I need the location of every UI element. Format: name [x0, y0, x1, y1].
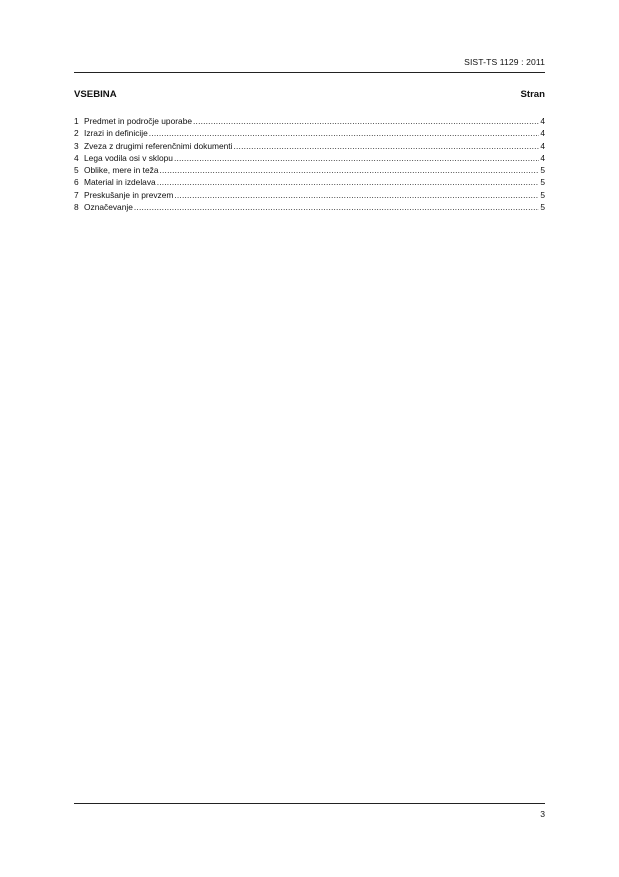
toc-dot-leader [174, 152, 539, 164]
toc-item-page: 5 [540, 165, 545, 176]
toc-item-page: 4 [540, 152, 545, 163]
toc-item[interactable] [74, 164, 545, 176]
toc-item-number: 6 [74, 177, 79, 188]
toc-item-number: 4 [74, 152, 79, 163]
toc-item-number: 7 [74, 189, 79, 200]
toc-item-title: Preskušanje in prevzem [84, 189, 174, 200]
toc-item[interactable] [74, 152, 545, 164]
toc-dot-leader [134, 201, 539, 213]
toc-dot-leader [174, 189, 539, 201]
toc-item[interactable] [74, 127, 545, 139]
toc-item-title: Predmet in področje uporabe [84, 116, 193, 126]
footer-rule [74, 803, 545, 804]
toc-item-page: 4 [540, 116, 545, 126]
toc-heading-row [74, 89, 545, 103]
toc-item-title: Oblike, mere in teža [84, 165, 159, 176]
toc-item-page: 4 [540, 128, 545, 139]
toc-item-page: 5 [540, 189, 545, 200]
header-rule [74, 72, 545, 73]
toc-item[interactable] [74, 140, 545, 152]
toc-item-title: Izrazi in definicije [84, 128, 148, 139]
toc-item-page: 4 [540, 140, 545, 151]
toc-item-number: 1 [74, 116, 79, 126]
toc-item-title: Zveza z drugimi referenčnimi dokumenti [84, 140, 233, 151]
footer-page-number: 3 [540, 809, 545, 819]
toc-item[interactable] [74, 189, 545, 201]
toc-dot-leader [157, 176, 540, 188]
toc-item-title: Lega vodila osi v sklopu [84, 152, 173, 163]
toc-item-number: 2 [74, 128, 79, 139]
toc-dot-leader [193, 115, 539, 127]
toc-page-column-label: Stran [520, 89, 545, 100]
document-code: SIST-TS 1129 : 2011 [464, 57, 545, 67]
toc-title: VSEBINA [74, 89, 117, 100]
toc-item-page: 5 [540, 202, 545, 213]
toc-item-number: 5 [74, 165, 79, 176]
toc-item-title: Material in izdelava [84, 177, 156, 188]
toc-dot-leader [149, 127, 540, 139]
toc-dot-leader [233, 140, 539, 152]
toc-item[interactable] [74, 201, 545, 213]
toc-item[interactable] [74, 115, 545, 127]
toc-list [74, 115, 545, 213]
toc-item-page: 5 [540, 177, 545, 188]
toc-item-number: 3 [74, 140, 79, 151]
toc-item-number: 8 [74, 202, 79, 213]
toc-item[interactable] [74, 176, 545, 188]
toc-item-title: Označevanje [84, 202, 133, 213]
toc-dot-leader [159, 164, 539, 176]
